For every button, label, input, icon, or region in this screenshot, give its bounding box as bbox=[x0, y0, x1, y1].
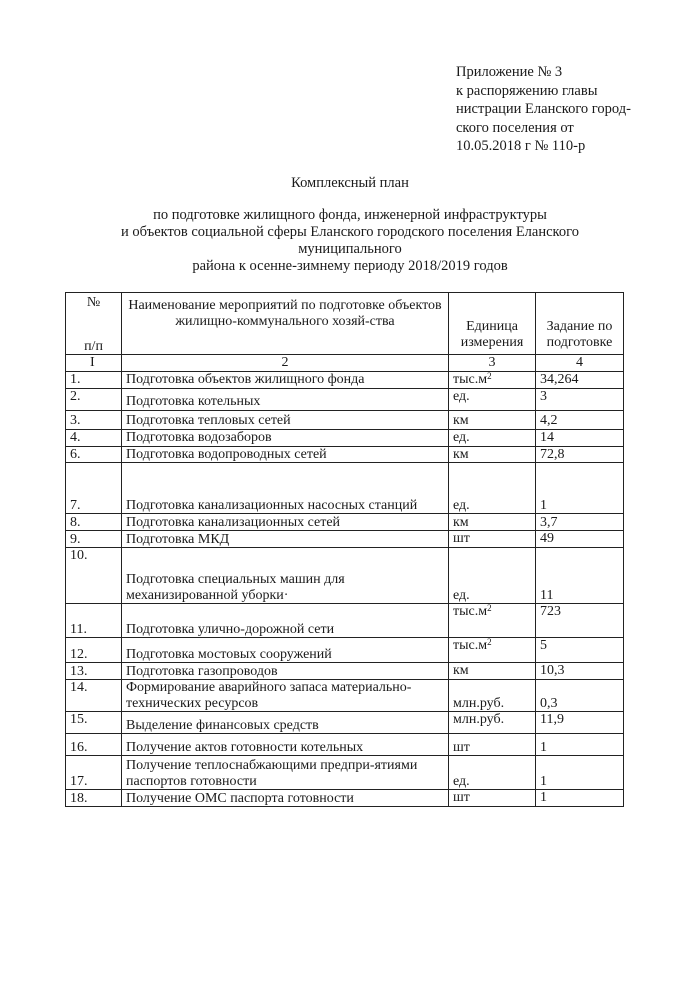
row-unit-text: тыс.м bbox=[453, 604, 488, 619]
row-unit-cell bbox=[449, 410, 536, 429]
header-task-cell: Задание по подготовке bbox=[536, 293, 624, 355]
subtitle-line: муниципального bbox=[298, 241, 402, 257]
row-unit-superscript: 2 bbox=[487, 371, 492, 381]
row-number-cell: 3. bbox=[66, 410, 122, 429]
row-name-cell: Подготовка водозаборов bbox=[122, 429, 449, 446]
row-unit-superscript: 2 bbox=[487, 603, 492, 613]
row-unit-cell bbox=[449, 463, 536, 514]
row-number-cell: 7. bbox=[66, 463, 122, 514]
table-row bbox=[66, 638, 624, 663]
row-value-cell: 49 bbox=[536, 531, 624, 548]
appendix-line: нистрации Еланского город- bbox=[456, 101, 631, 117]
row-value-cell: 72,8 bbox=[536, 446, 624, 463]
subtitle-line: по подготовке жилищного фонда, инженерной инфраструктуры bbox=[153, 207, 547, 223]
row-unit-cell bbox=[449, 734, 536, 756]
row-name-cell: Подготовка газопроводов bbox=[122, 663, 449, 680]
row-unit-cell bbox=[449, 790, 536, 807]
table-row bbox=[66, 463, 624, 514]
row-value-cell: 723 bbox=[536, 604, 624, 638]
row-unit-text: ед. bbox=[453, 388, 470, 404]
row-unit-cell bbox=[449, 531, 536, 548]
appendix-line: ского поселения от bbox=[456, 119, 574, 136]
row-number-cell: 14. bbox=[66, 680, 122, 712]
table-row bbox=[66, 371, 624, 388]
row-unit-text: тыс.м bbox=[453, 638, 488, 653]
header-num-cell bbox=[66, 293, 122, 355]
row-name-cell: Подготовка водопроводных сетей bbox=[122, 446, 449, 463]
row-value-cell: 1 bbox=[536, 734, 624, 756]
row-value-cell: 11,9 bbox=[536, 712, 624, 734]
appendix-note bbox=[456, 63, 676, 156]
appendix-line: 10.05.2018 г № 110-р bbox=[456, 138, 586, 154]
row-unit-text: ед. bbox=[453, 773, 470, 789]
row-unit-cell bbox=[449, 371, 536, 388]
row-unit-text: шт bbox=[453, 790, 470, 805]
row-name-cell: Подготовка объектов жилищного фонда bbox=[122, 371, 449, 388]
row-unit-cell bbox=[449, 388, 536, 410]
row-value-cell: 0,3 bbox=[536, 680, 624, 712]
row-unit-text: км bbox=[453, 663, 469, 678]
row-value-cell: 1 bbox=[536, 756, 624, 790]
row-unit-text: ед. bbox=[453, 497, 470, 513]
appendix-line: к распоряжению главы bbox=[456, 82, 598, 99]
row-value-cell: 5 bbox=[536, 638, 624, 663]
document-subtitle bbox=[60, 207, 640, 275]
row-number-cell: 9. bbox=[66, 531, 122, 548]
row-unit-text: шт bbox=[453, 531, 470, 546]
row-name-cell: Подготовка МКД bbox=[122, 531, 449, 548]
table-row bbox=[66, 388, 624, 410]
row-number-cell: 18. bbox=[66, 790, 122, 807]
header-name-cell: Наименование мероприятий по подготовке объектов жилищно-коммунального хозяй-ства bbox=[122, 293, 449, 355]
row-value-cell: 3 bbox=[536, 388, 624, 410]
header-unit-cell: Единица измерения bbox=[449, 293, 536, 355]
column-index-cell: 2 bbox=[122, 355, 449, 372]
row-unit-cell bbox=[449, 604, 536, 638]
row-name-cell: Подготовка канализационных насосных станций bbox=[122, 463, 449, 514]
row-name-cell: Формирование аварийного запаса материально-технических ресурсов bbox=[122, 680, 449, 712]
row-number-cell: 10. bbox=[66, 548, 122, 604]
plan-table bbox=[65, 292, 624, 807]
row-name-cell: Подготовка котельных bbox=[122, 388, 449, 410]
subtitle-line: района к осенне-зимнему периоду 2018/2019 годов bbox=[192, 258, 508, 274]
table-row bbox=[66, 756, 624, 790]
row-number-cell: 17. bbox=[66, 756, 122, 790]
row-number-cell: 4. bbox=[66, 429, 122, 446]
row-number-cell: 1. bbox=[66, 371, 122, 388]
column-index-row bbox=[66, 355, 624, 372]
row-value-cell: 4,2 bbox=[536, 410, 624, 429]
row-unit-text: шт bbox=[453, 739, 470, 755]
row-number-cell: 8. bbox=[66, 514, 122, 531]
header-num-label: п/п bbox=[84, 338, 103, 354]
row-value-cell: 14 bbox=[536, 429, 624, 446]
row-name-cell: Подготовка мостовых сооружений bbox=[122, 638, 449, 663]
row-unit-cell bbox=[449, 680, 536, 712]
table-row bbox=[66, 604, 624, 638]
row-value-cell: 3,7 bbox=[536, 514, 624, 531]
row-number-cell: 12. bbox=[66, 638, 122, 663]
table-row bbox=[66, 514, 624, 531]
row-value-cell: 11 bbox=[536, 548, 624, 604]
row-unit-cell bbox=[449, 712, 536, 734]
table-row bbox=[66, 790, 624, 807]
header-num-sign: № bbox=[86, 295, 101, 310]
row-unit-text: млн.руб. bbox=[453, 712, 505, 727]
table-row bbox=[66, 712, 624, 734]
row-unit-text: км bbox=[453, 514, 469, 530]
table-row bbox=[66, 734, 624, 756]
row-name-cell: Подготовка канализационных сетей bbox=[122, 514, 449, 531]
row-value-cell: 10,3 bbox=[536, 663, 624, 680]
row-unit-cell bbox=[449, 663, 536, 680]
row-unit-cell bbox=[449, 756, 536, 790]
row-unit-text: ед. bbox=[453, 430, 470, 445]
row-unit-superscript: 2 bbox=[487, 637, 492, 647]
row-number-cell: 15. bbox=[66, 712, 122, 734]
row-number-cell: 16. bbox=[66, 734, 122, 756]
appendix-line: Приложение № 3 bbox=[456, 64, 563, 80]
row-number-cell: 13. bbox=[66, 663, 122, 680]
row-name-cell: Получение ОМС паспорта готовности bbox=[122, 790, 449, 807]
row-unit-text: км bbox=[453, 413, 469, 428]
row-unit-text: млн.руб. bbox=[453, 695, 505, 711]
row-unit-text: км bbox=[453, 446, 469, 462]
table-row bbox=[66, 663, 624, 680]
row-name-cell: Подготовка тепловых сетей bbox=[122, 410, 449, 429]
row-number-cell: 2. bbox=[66, 388, 122, 410]
table-row bbox=[66, 680, 624, 712]
table-row bbox=[66, 429, 624, 446]
row-unit-cell bbox=[449, 638, 536, 663]
row-value-cell: 34,264 bbox=[536, 371, 624, 388]
row-number-cell: 11. bbox=[66, 604, 122, 638]
row-unit-text: ед. bbox=[453, 587, 470, 603]
row-unit-cell bbox=[449, 548, 536, 604]
row-unit-text: тыс.м bbox=[453, 371, 488, 387]
table-row bbox=[66, 410, 624, 429]
document-title: Комплексный план bbox=[291, 175, 409, 191]
table-row bbox=[66, 548, 624, 604]
row-value-cell: 1 bbox=[536, 463, 624, 514]
column-index-cell: 4 bbox=[536, 355, 624, 372]
table-row bbox=[66, 446, 624, 463]
row-unit-cell bbox=[449, 514, 536, 531]
row-unit-cell bbox=[449, 429, 536, 446]
row-name-cell: Подготовка улично-дорожной сети bbox=[122, 604, 449, 638]
row-unit-cell bbox=[449, 446, 536, 463]
row-value-cell: 1 bbox=[536, 790, 624, 807]
column-index-cell: I bbox=[66, 355, 122, 372]
row-name-cell: Выделение финансовых средств bbox=[122, 712, 449, 734]
column-index-cell: 3 bbox=[449, 355, 536, 372]
row-name-cell: Подготовка специальных машин для механизированной уборки· bbox=[122, 548, 449, 604]
row-name-cell: Получение теплоснабжающими предпри-ятиями паспортов готовности bbox=[122, 756, 449, 790]
row-number-cell: 6. bbox=[66, 446, 122, 463]
table-header-row bbox=[66, 293, 624, 355]
row-name-cell: Получение актов готовности котельных bbox=[122, 734, 449, 756]
table-row bbox=[66, 531, 624, 548]
subtitle-line: и объектов социальной сферы Еланского городского поселения Еланского bbox=[121, 224, 579, 240]
